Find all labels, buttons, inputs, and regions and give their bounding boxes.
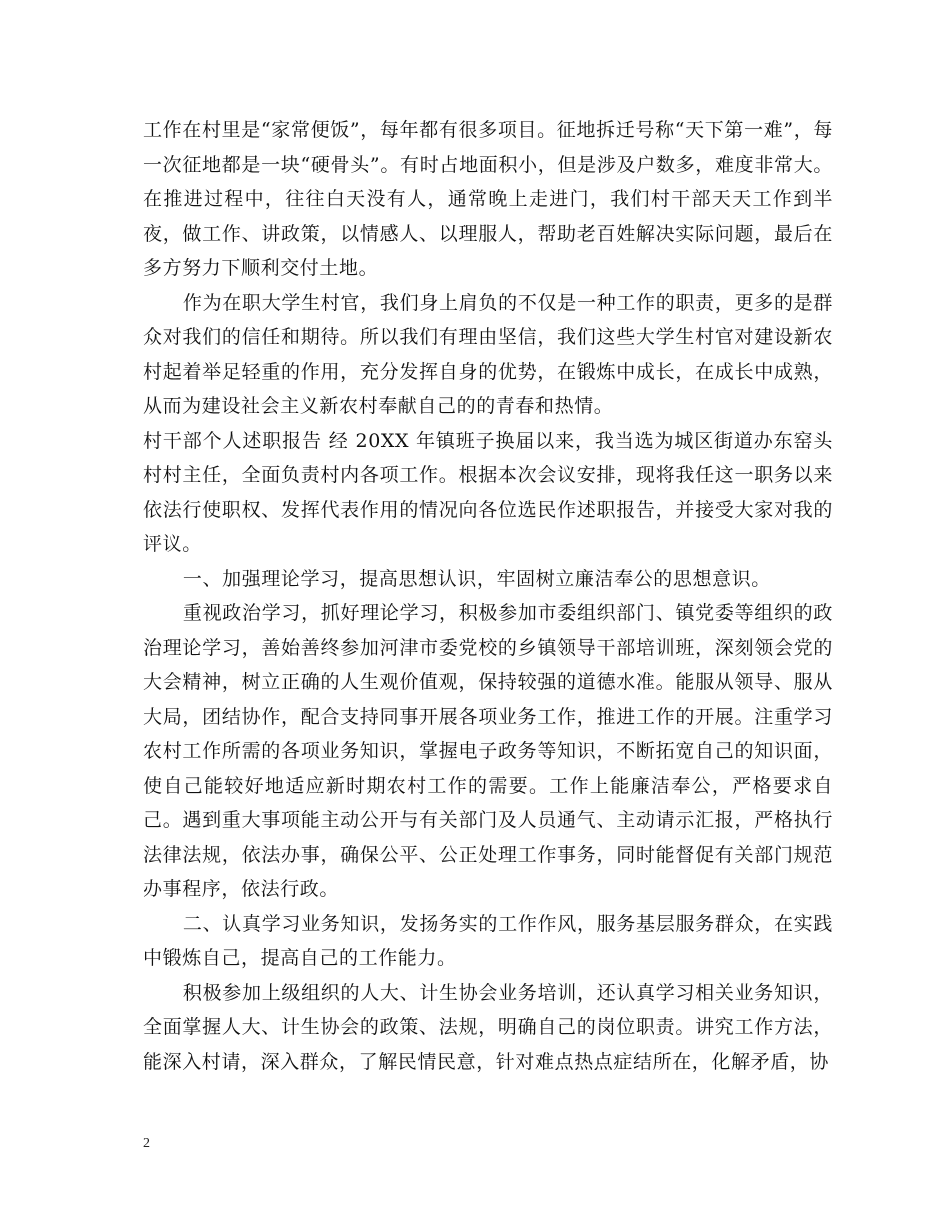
paragraph	[143, 286, 833, 424]
paragraph-text: 作为在职大学生村官，我们身上肩负的不仅是一种工作的职责，更多的是群众对我们的信任和期待。所以我们有理由坚信，我们这些大学生村官对建设新农村起着举足轻重的作用，充分发挥自身的优势，在锻炼中成长，在成长中成熟，从而为建设社会主义新农村奉献自己的的青春和热情。	[143, 291, 833, 417]
paragraph	[143, 596, 833, 907]
paragraph-text: 一、加强理论学习，提高思想认识，牢固树立廉洁奉公的思想意识。	[182, 567, 771, 590]
title-gap	[322, 430, 329, 452]
section-heading	[143, 907, 833, 976]
paragraph-text: 积极参加上级组织的人大、计生协会业务培训，还认真学习相关业务知识，全面掌握人大、计生协会的政策、法规，明确自己的岗位职责。讲究工作方法，能深入村请，深入群众，了解民情民意，针对难点热点症结所在，化解矛盾，协	[143, 981, 833, 1073]
paragraph	[143, 424, 833, 562]
document-body	[143, 113, 833, 1079]
paragraph-text: 重视政治学习，抓好理论学习，积极参加市委组织部门、镇党委等组织的政治理论学习，善始善终参加河津市委党校的乡镇领导干部培训班，深刻领会党的大会精神，树立正确的人生观价值观，保持较强的道德水准。能服从领导、服从大局，团结协作，配合支持同事开展各项业务工作，推进工作的开展。注重学习农村工作所需的各项业务知识，掌握电子政务等知识，不断拓宽自己的知识面，使自己能较好地适应新时期农村工作的需要。工作上能廉洁奉公，严格要求自己。遇到重大事项能主动公开与有关部门及人员通气、主动请示汇报，严格执行法律法规，依法办事，确保公平、公正处理工作事务，同时能督促有关部门规范办事程序，依法行政。	[143, 602, 833, 900]
paragraph-text: 工作在村里是“家常便饭”，每年都有很多项目。征地拆迁号称“天下第一难”，每一次征地都是一块“硬骨头”。有时占地面积小，但是涉及户数多，难度非常大。在推进过程中，往往白天没有人，通常晚上走进门，我们村干部天天工作到半夜，做工作、讲政策，以情感人、以理服人，帮助老百姓解决实际问题，最后在多方努力下顺利交付土地。	[143, 119, 833, 279]
paragraph	[143, 113, 833, 286]
section-heading	[143, 562, 833, 597]
paragraph-text: 二、认真学习业务知识，发扬务实的工作作风，服务基层服务群众，在实践中锻炼自己，提高自己的工作能力。	[143, 912, 833, 969]
report-title: 村干部个人述职报告	[143, 429, 322, 452]
page-number: 2	[143, 1136, 150, 1151]
paragraph-text: 经 20XX 年镇班子换届以来，我当选为城区街道办东窑头村村主任，全面负责村内各项工作。根据本次会议安排，现将我任这一职务以来依法行使职权、发挥代表作用的情况向各位选民作述职报告，并接受大家对我的评议。	[143, 429, 833, 555]
paragraph	[143, 976, 833, 1080]
